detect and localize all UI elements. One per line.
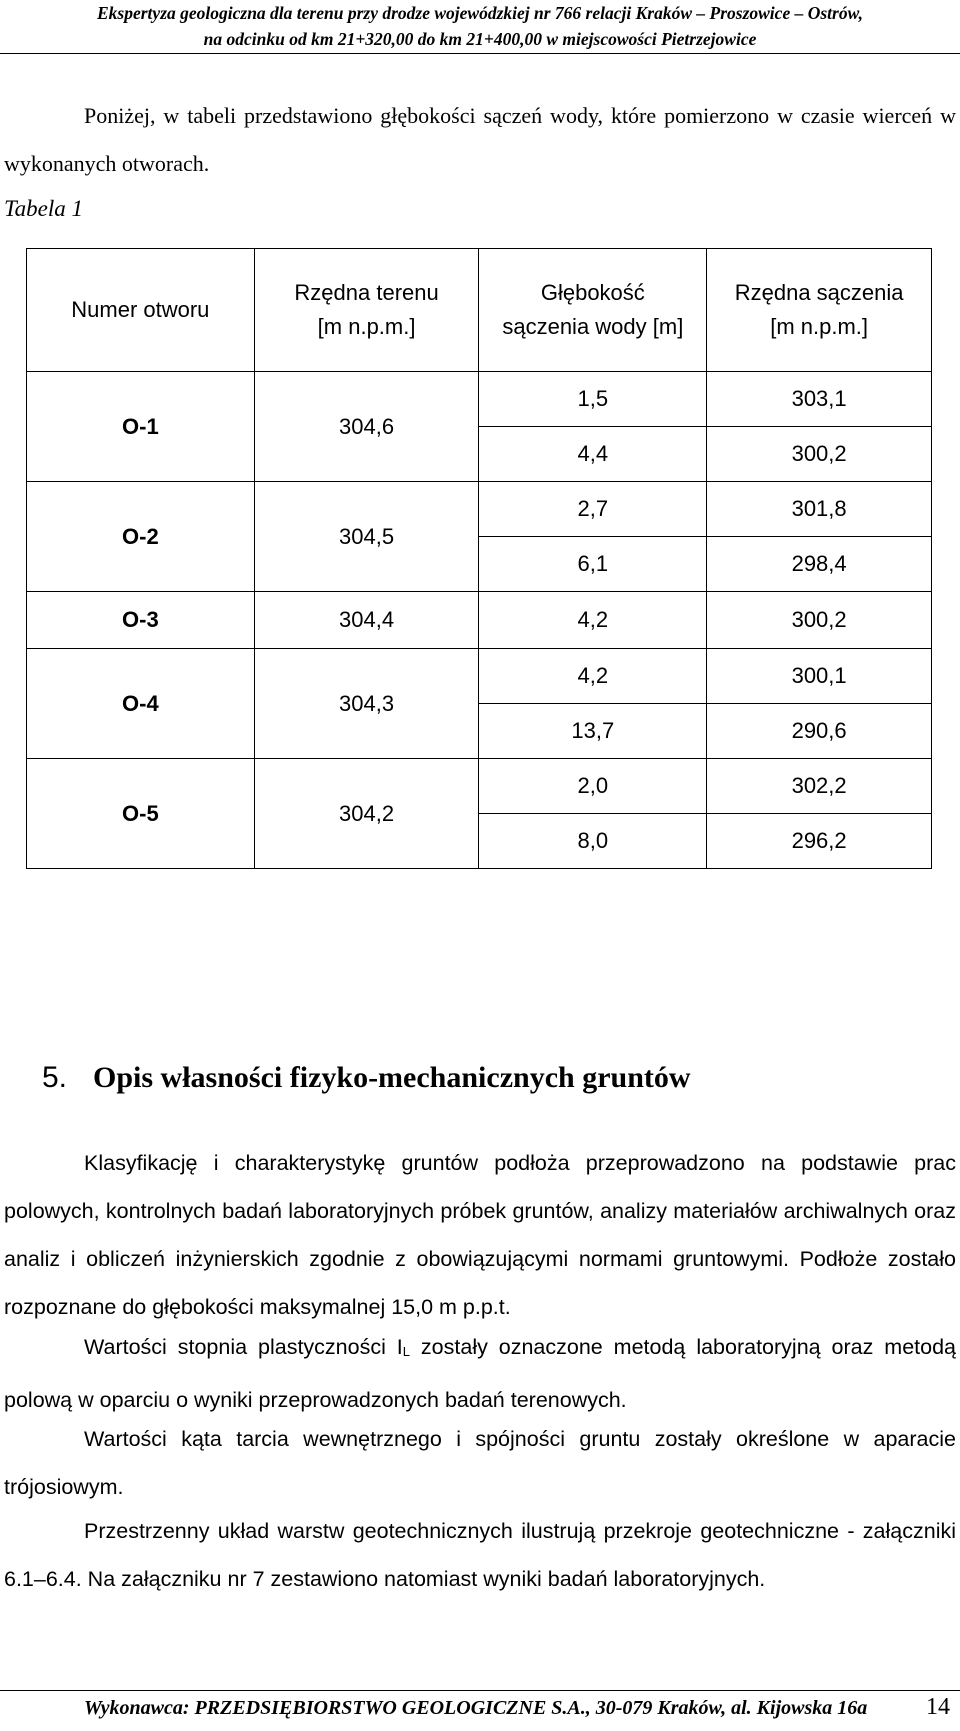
borehole-id: O-4	[27, 649, 255, 759]
header-seepage-depth: Głębokość sączenia wody [m]	[479, 249, 707, 372]
seepage-depth: 1,5	[479, 372, 707, 427]
seepage-elevation: 290,6	[707, 704, 932, 759]
seepage-depth: 4,4	[479, 427, 707, 482]
page-header	[0, 0, 960, 52]
table-caption: Tabela 1	[4, 196, 84, 221]
paragraph-cross-sections: Przestrzenny układ warstw geotechnicznych ilustrują przekroje geotechniczne - załączniki 6.1–6.4. Na załączniku nr 7 zestawiono natomiast wyniki badań laboratoryjnych.	[4, 1519, 956, 1591]
seepage-elevation: 302,2	[707, 759, 932, 814]
seepage-depth: 4,2	[479, 649, 707, 704]
ground-elevation: 304,5	[254, 482, 479, 592]
seepage-depth: 2,7	[479, 482, 707, 537]
seepage-elevation: 296,2	[707, 814, 932, 869]
seepage-depth: 2,0	[479, 759, 707, 814]
table-header-row	[27, 249, 932, 372]
plasticity-subscript: L	[402, 1344, 410, 1359]
ground-elevation: 304,4	[254, 592, 479, 649]
borehole-id: O-5	[27, 759, 255, 869]
seepage-depth: 13,7	[479, 704, 707, 759]
borehole-id: O-1	[27, 372, 255, 482]
table-row	[27, 649, 932, 704]
paragraph-friction: Wartości kąta tarcia wewnętrznego i spójności gruntu zostały określone w aparacie trójosiowym.	[4, 1427, 956, 1499]
table-row	[27, 759, 932, 814]
seepage-elevation: 303,1	[707, 372, 932, 427]
seepage-elevation: 301,8	[707, 482, 932, 537]
intro-paragraph: Poniżej, w tabeli przedstawiono głębokości sączeń wody, które pomierzono w czasie wierceń w wykonanych otworach.	[4, 103, 956, 176]
borehole-id: O-2	[27, 482, 255, 592]
seepage-elevation: 300,1	[707, 649, 932, 704]
page-number: 14	[926, 1694, 950, 1720]
section-heading	[42, 1061, 691, 1095]
seepage-table	[26, 248, 932, 869]
header-line-1: Ekspertyza geologiczna dla terenu przy drodze wojewódzkiej nr 766 relacji Kraków – Proszowice – Ostrów,	[97, 3, 863, 23]
ground-elevation: 304,3	[254, 649, 479, 759]
paragraph-plasticity: Wartości stopnia plastyczności $I_L$ zostały oznaczone metodą laboratoryjną oraz metodą polową w oparciu o wyniki przeprowadzonych badań terenowych.	[4, 1335, 957, 1412]
ground-elevation: 304,6	[254, 372, 479, 482]
table-row	[27, 482, 932, 537]
borehole-id: O-3	[27, 592, 255, 649]
table-row	[27, 372, 932, 427]
seepage-elevation: 300,2	[707, 427, 932, 482]
header-divider	[0, 53, 960, 54]
seepage-elevation: 298,4	[707, 537, 932, 592]
seepage-depth: 8,0	[479, 814, 707, 869]
seepage-depth: 6,1	[479, 537, 707, 592]
seepage-elevation: 300,2	[707, 592, 932, 649]
header-line-2: na odcinku od km 21+320,00 do km 21+400,00 w miejscowości Pietrzejowice	[203, 29, 757, 49]
section-number: 5.	[42, 1061, 68, 1094]
footer-divider	[0, 1690, 960, 1691]
ground-elevation: 304,2	[254, 759, 479, 869]
header-seepage-elevation: Rzędna sączenia [m n.p.m.]	[707, 249, 932, 372]
header-ground-elevation: Rzędna terenu [m n.p.m.]	[254, 249, 479, 372]
header-borehole: Numer otworu	[27, 249, 255, 372]
paragraph-classification: Klasyfikację i charakterystykę gruntów podłoża przeprowadzono na podstawie prac polowych, kontrolnych badań laboratoryjnych próbek gruntów, analizy materiałów archiwalnych oraz analiz i obliczeń inżynierskich zgodnie z obowiązującymi normami gruntowymi. Podłoże zostało rozpoznane do głębokości maksymalnej 15,0 m p.p.t.	[4, 1151, 956, 1319]
section-title: Opis własności fizyko-mechanicznych gruntów	[93, 1061, 691, 1094]
table-row	[27, 592, 932, 649]
seepage-depth: 4,2	[479, 592, 707, 649]
footer-contractor: Wykonawca: PRZEDSIĘBIORSTWO GEOLOGICZNE S.A., 30-079 Kraków, al. Kijowska 16a	[84, 1697, 868, 1719]
